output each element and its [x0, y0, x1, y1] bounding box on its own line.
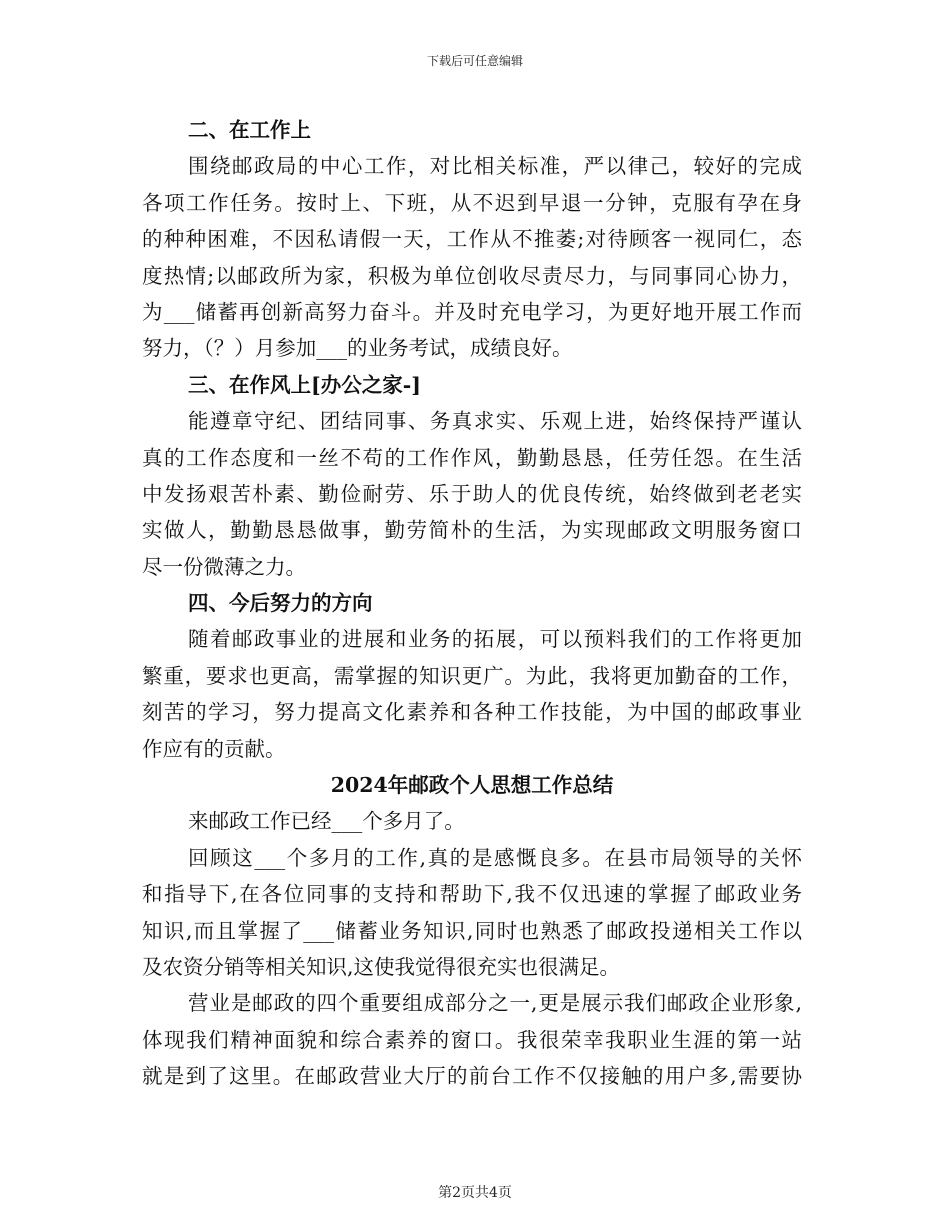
paragraph-line: 体现我们精神面貌和综合素养的窗口。我很荣幸我职业生涯的第一站: [142, 1027, 802, 1052]
section-heading: 四、今后努力的方向: [188, 591, 373, 616]
section-heading: 三、在作风上[办公之家-]: [188, 372, 421, 397]
section-heading: 二、在工作上: [188, 118, 311, 142]
paragraph-line: 的种种困难，不因私请假一天，工作从不推萎;对待顾客一视同仁，态: [142, 227, 802, 252]
paragraph-line: 实做人，勤勤恳恳做事，勤劳简朴的生活，为实现邮政文明服务窗口: [142, 518, 802, 543]
document-body: [142, 112, 802, 1095]
paragraph-line: 尽一份微薄之力。: [142, 554, 306, 579]
paragraph-line: 回顾这___个多月的工作,真的是感慨良多。在县市局领导的关怀: [188, 845, 802, 870]
paragraph-line: 围绕邮政局的中心工作，对比相关标准，严以律己，较好的完成: [188, 154, 802, 179]
paragraph-line: 来邮政工作已经___个多月了。: [188, 809, 465, 834]
page-number: 第2页共4页: [438, 1185, 512, 1201]
paragraph-line: 及农资分销等相关知识,这使我觉得很充实也很满足。: [142, 954, 621, 979]
paragraph-line: 为___储蓄再创新高努力奋斗。并及时充电学习，为更好地开展工作而: [142, 299, 802, 324]
paragraph-line: 真的工作态度和一丝不苟的工作作风，勤勤恳恳，任劳任怨。在生活: [142, 445, 802, 470]
paragraph-line: 知识,而且掌握了___储蓄业务知识,同时也熟悉了邮政投递相关工作以: [142, 918, 802, 943]
article-title: 2024年邮政个人思想工作总结: [330, 773, 614, 798]
paragraph-line: 和指导下,在各位同事的支持和帮助下,我不仅迅速的掌握了邮政业务: [142, 882, 802, 907]
paragraph-line: 繁重，要求也更高，需掌握的知识更广。为此，我将更加勤奋的工作，: [142, 663, 802, 688]
paragraph-line: 度热情;以邮政所为家，积极为单位创收尽责尽力，与同事同心协力，: [142, 263, 802, 288]
paragraph-line: 各项工作任务。按时上、下班，从不迟到早退一分钟，克服有孕在身: [142, 190, 802, 215]
page-header-note: 下载后可任意编辑: [426, 54, 523, 68]
paragraph-line: 就是到了这里。在邮政营业大厅的前台工作不仅接触的用户多,需要协: [142, 1064, 802, 1089]
paragraph-line: 营业是邮政的四个重要组成部分之一,更是展示我们邮政企业形象,: [188, 991, 802, 1016]
paragraph-line: 中发扬艰苦朴素、勤俭耐劳、乐于助人的优良传统，始终做到老老实: [142, 481, 802, 506]
paragraph-line: 刻苦的学习，努力提高文化素养和各种工作技能，为中国的邮政事业: [142, 700, 802, 725]
paragraph-line: 努力，（？）月参加___的业务考试，成绩良好。: [142, 336, 573, 361]
paragraph-line: 随着邮政事业的进展和业务的拓展，可以预料我们的工作将更加: [188, 627, 802, 652]
paragraph-line: 作应有的贡献。: [142, 736, 286, 761]
paragraph-line: 能遵章守纪、团结同事、务真求实、乐观上进，始终保持严谨认: [188, 409, 802, 434]
